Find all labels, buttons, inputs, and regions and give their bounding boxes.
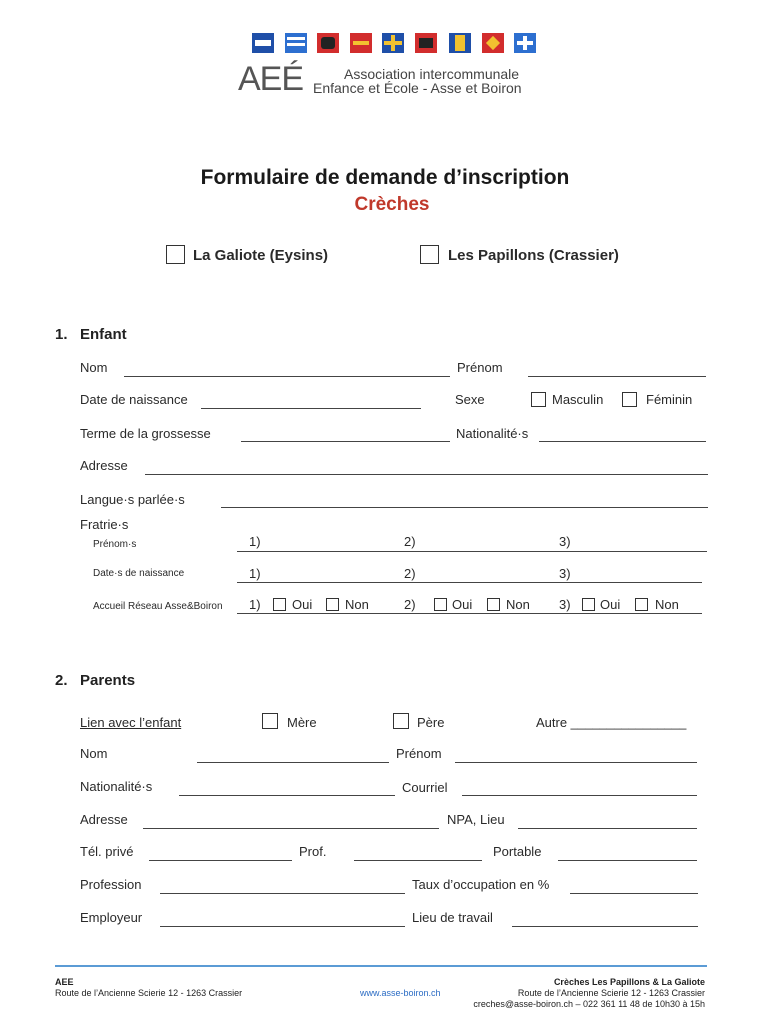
footer-right-address: Route de l’Ancienne Scierie 12 - 1263 Crassier — [517, 988, 705, 998]
enfant-nom-label: Nom — [80, 360, 108, 375]
fratrie-dates-label: Date·s de naissance — [93, 568, 185, 579]
portable-label: Portable — [493, 844, 542, 859]
footer-right-title: Crèches Les Papillons & La Galiote — [553, 977, 705, 987]
fratrie-label: Fratrie·s — [80, 517, 129, 532]
accueil-2-num: 2) — [404, 597, 416, 612]
employeur-label: Employeur — [80, 910, 143, 925]
courriel-label: Courriel — [402, 780, 448, 795]
fratrie-date-2-num: 2) — [404, 566, 416, 581]
tel-prive-field[interactable] — [149, 860, 292, 861]
footer-website-link[interactable]: www.asse-boiron.ch — [360, 988, 441, 998]
crest-1-icon — [252, 33, 274, 53]
accueil-1-num: 1) — [249, 597, 261, 612]
section-enfant-heading: 1. Enfant — [55, 326, 127, 343]
accueil-2-non-checkbox[interactable] — [487, 598, 500, 611]
fratrie-dates-field[interactable] — [237, 582, 702, 583]
taux-occupation-field[interactable] — [570, 893, 698, 894]
lieu-travail-label: Lieu de travail — [412, 910, 493, 925]
accueil-2-non-label: Non — [506, 597, 530, 612]
aee-logo: AEÉ — [238, 60, 304, 98]
page-subtitle: Crèches — [354, 194, 430, 215]
accueil-1-oui-checkbox[interactable] — [273, 598, 286, 611]
npa-lieu-label: NPA, Lieu — [447, 812, 505, 827]
feminin-label: Féminin — [646, 392, 693, 407]
accueil-1-oui-label: Oui — [292, 597, 313, 612]
parent-nationalite-field[interactable] — [179, 795, 395, 796]
crest-5-icon — [382, 33, 404, 53]
accueil-1-non-label: Non — [345, 597, 369, 612]
enfant-adresse-label: Adresse — [80, 458, 128, 473]
crest-3-icon — [317, 33, 339, 53]
parent-adresse-field[interactable] — [143, 828, 439, 829]
footer-org: AEE — [55, 977, 74, 987]
accueil-3-num: 3) — [559, 597, 571, 612]
crest-4-icon — [350, 33, 372, 53]
parent-prenom-label: Prénom — [396, 746, 442, 761]
masculin-label: Masculin — [552, 392, 604, 407]
footer-address: Route de l’Ancienne Scierie 12 - 1263 Crassier — [55, 988, 243, 998]
crest-7-icon — [449, 33, 471, 53]
logo-line-1: Association intercommunale — [344, 66, 520, 82]
enfant-nom-field[interactable] — [124, 376, 450, 377]
parent-adresse-label: Adresse — [80, 812, 128, 827]
enfant-nationalite-field[interactable] — [539, 441, 706, 442]
npa-lieu-field[interactable] — [518, 828, 697, 829]
accueil-3-oui-label: Oui — [600, 597, 621, 612]
crest-9-icon — [514, 33, 536, 53]
fratrie-accueil-label: Accueil Réseau Asse&Boiron — [93, 601, 223, 612]
fratrie-prenom-2-num: 2) — [404, 534, 416, 549]
fratrie-date-1-num: 1) — [249, 566, 261, 581]
fratrie-prenom-3-num: 3) — [559, 534, 571, 549]
langues-label: Langue·s parlée·s — [80, 492, 185, 507]
fratrie-date-3-num: 3) — [559, 566, 571, 581]
accueil-1-non-checkbox[interactable] — [326, 598, 339, 611]
tel-prive-label: Tél. privé — [80, 844, 134, 859]
fratrie-accueil-line — [237, 613, 702, 614]
terme-grossesse-label: Terme de la grossesse — [80, 426, 211, 441]
profession-field[interactable] — [160, 893, 405, 894]
parent-prenom-field[interactable] — [455, 762, 697, 763]
fratrie-prenoms-label: Prénom·s — [93, 539, 137, 550]
accueil-3-non-label: Non — [655, 597, 679, 612]
accueil-2-oui-checkbox[interactable] — [434, 598, 447, 611]
pere-checkbox[interactable] — [393, 713, 409, 729]
page-title: Formulaire de demande d’inscription — [200, 166, 570, 189]
date-naissance-label: Date de naissance — [80, 392, 188, 407]
courriel-field[interactable] — [462, 795, 697, 796]
crest-6-icon — [415, 33, 437, 53]
lien-enfant-label: Lien avec l’enfant — [80, 715, 182, 730]
autre-field[interactable]: Autre ________________ — [536, 715, 687, 730]
accueil-3-non-checkbox[interactable] — [635, 598, 648, 611]
accueil-3-oui-checkbox[interactable] — [582, 598, 595, 611]
galiote-checkbox[interactable] — [166, 245, 185, 264]
enfant-prenom-field[interactable] — [528, 376, 706, 377]
galiote-label: La Galiote (Eysins) — [193, 247, 329, 264]
profession-label: Profession — [80, 877, 142, 892]
papillons-label: Les Papillons (Crassier) — [448, 247, 619, 264]
parent-nom-label: Nom — [80, 746, 108, 761]
date-naissance-field[interactable] — [201, 408, 421, 409]
sexe-label: Sexe — [455, 392, 485, 407]
tel-prof-label: Prof. — [299, 844, 327, 859]
masculin-checkbox[interactable] — [531, 392, 546, 407]
crest-8-icon — [482, 33, 504, 53]
mere-checkbox[interactable] — [262, 713, 278, 729]
feminin-checkbox[interactable] — [622, 392, 637, 407]
fratrie-prenoms-field[interactable] — [237, 551, 707, 552]
logo-line-2: Enfance et École - Asse et Boiron — [313, 80, 522, 96]
employeur-field[interactable] — [160, 926, 405, 927]
langues-field[interactable] — [221, 507, 708, 508]
pere-label: Père — [417, 715, 445, 730]
footer-divider — [55, 965, 707, 967]
enfant-adresse-field[interactable] — [145, 474, 708, 475]
portable-field[interactable] — [558, 860, 697, 861]
footer-right-contact: creches@asse-boiron.ch – 022 361 11 48 de 10h30 à 15h — [473, 999, 705, 1009]
papillons-checkbox[interactable] — [420, 245, 439, 264]
terme-grossesse-field[interactable] — [241, 441, 450, 442]
mere-label: Mère — [287, 715, 317, 730]
section-parents-heading: 2. Parents — [55, 672, 136, 689]
enfant-prenom-label: Prénom — [457, 360, 503, 375]
tel-prof-field[interactable] — [354, 860, 482, 861]
parent-nationalite-label: Nationalité·s — [80, 779, 153, 794]
crest-2-icon — [285, 33, 307, 53]
fratrie-prenom-1-num: 1) — [249, 534, 261, 549]
accueil-2-oui-label: Oui — [452, 597, 473, 612]
parent-nom-field[interactable] — [197, 762, 389, 763]
enfant-nationalite-label: Nationalité·s — [456, 426, 529, 441]
taux-occupation-label: Taux d’occupation en % — [412, 877, 550, 892]
lieu-travail-field[interactable] — [512, 926, 698, 927]
